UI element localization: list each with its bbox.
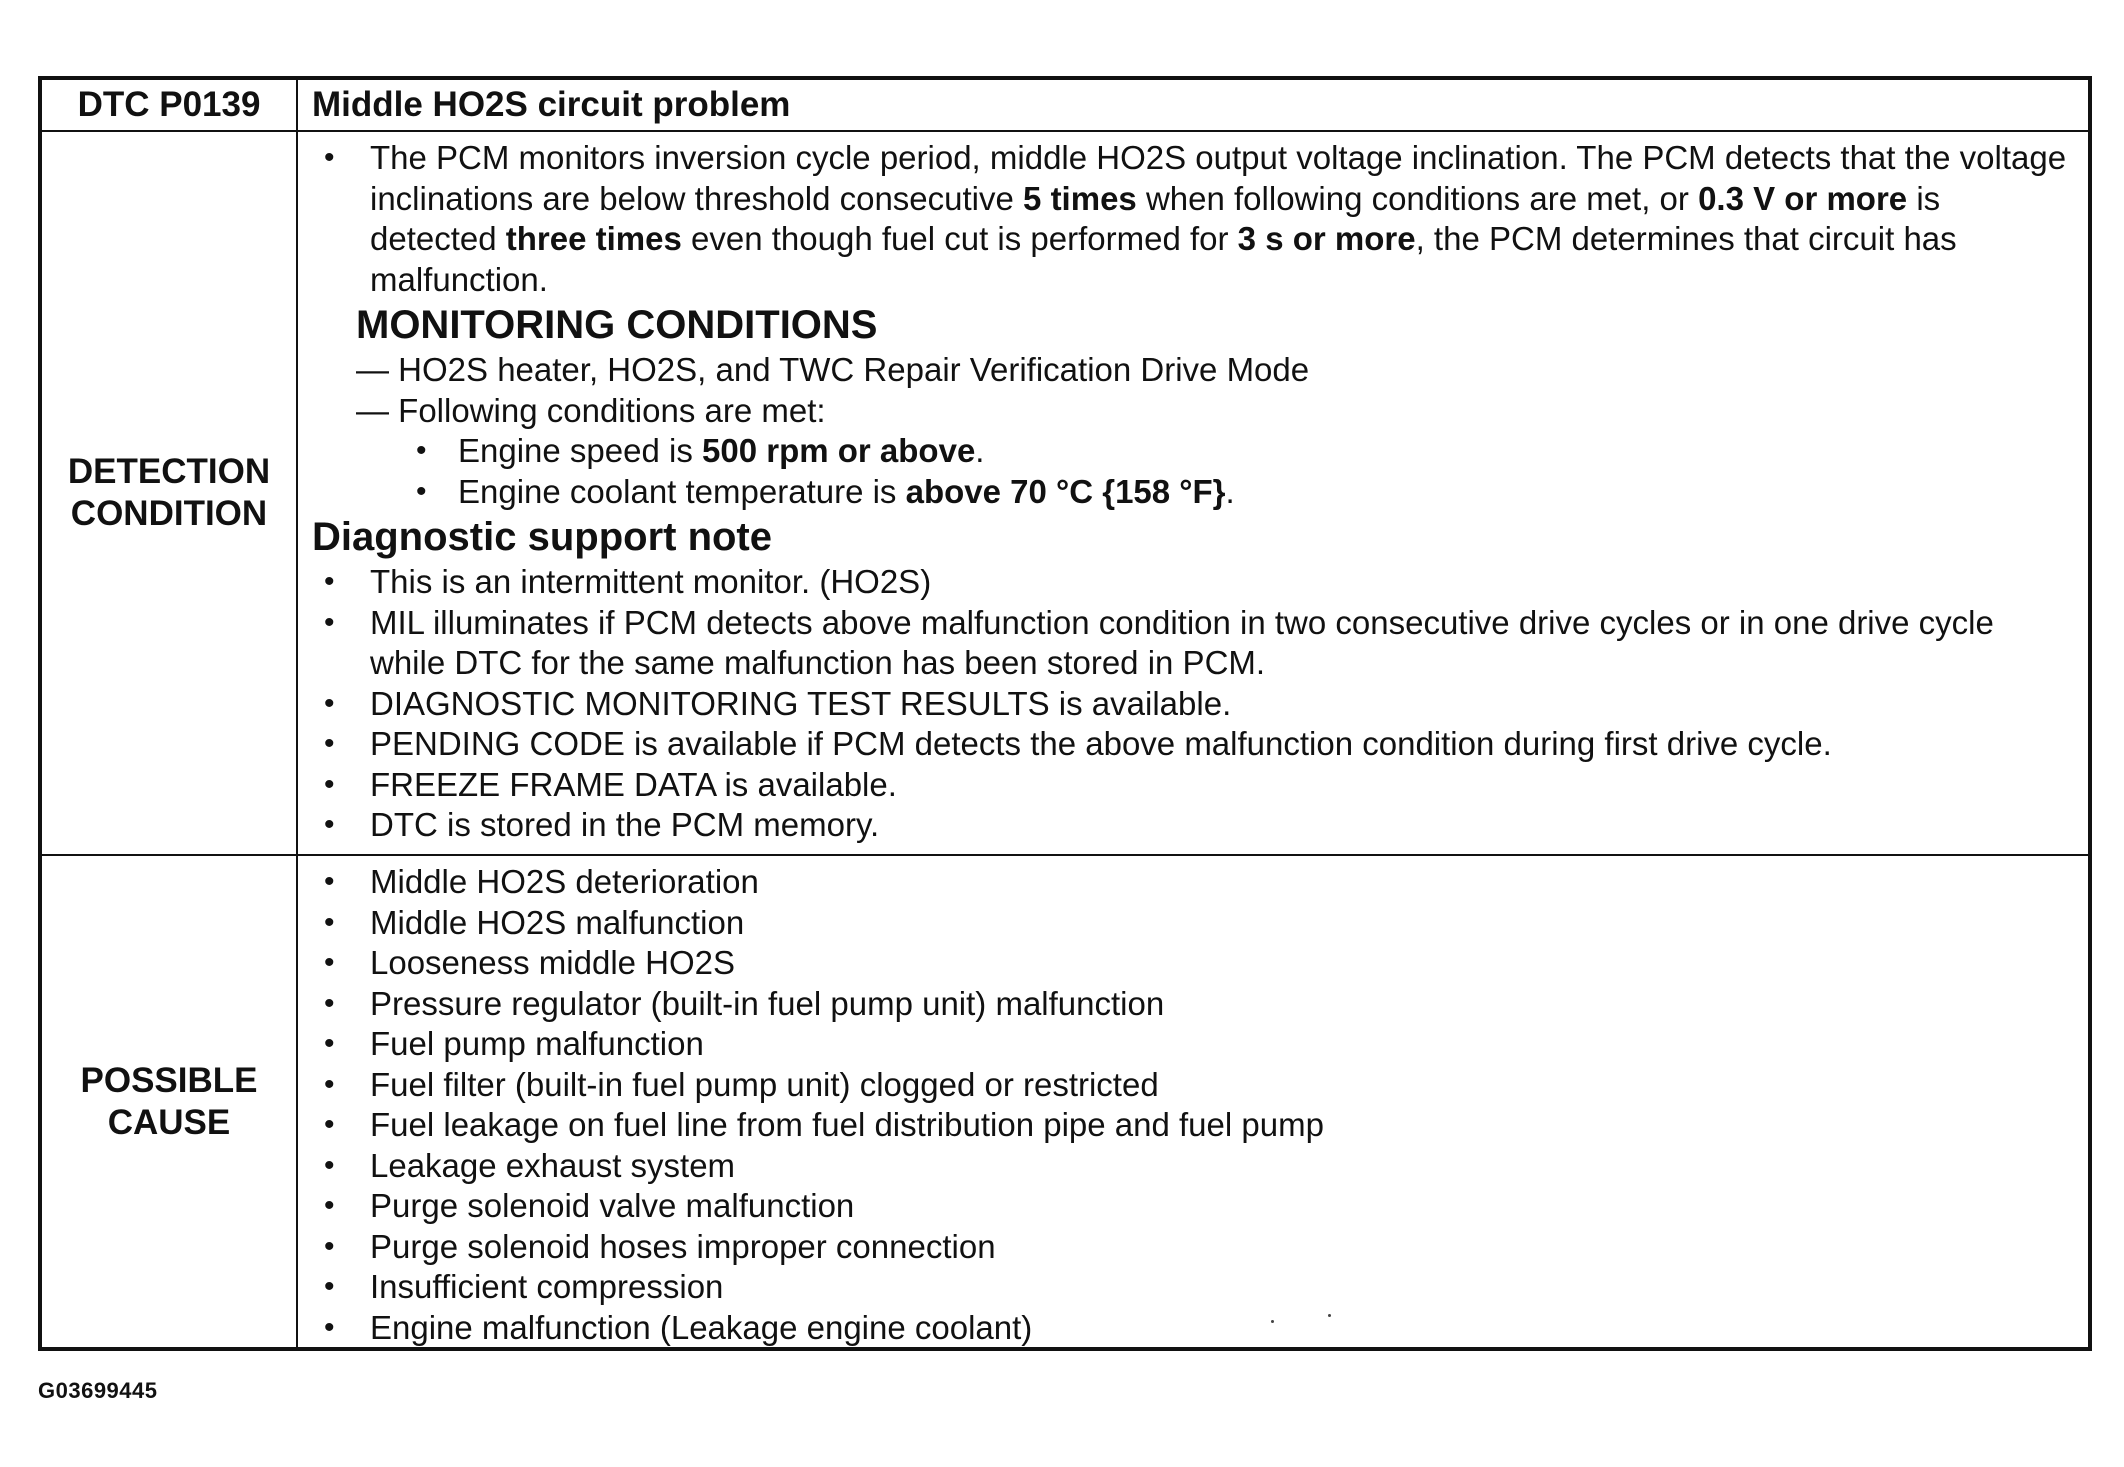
detection-condition-content	[298, 132, 2088, 856]
diagnostic-support-heading: Diagnostic support note	[312, 515, 772, 559]
detection-intro-paragraph	[312, 138, 2074, 300]
sub-item-text: Engine coolant temperature is	[458, 472, 906, 510]
cause-item: • Looseness middle HO2S	[312, 943, 2074, 984]
cause-item: • Middle HO2S malfunction	[312, 903, 2074, 944]
intro-text-1: The PCM monitors inversion cycle period, middle HO2S output voltage inclination. The PCM detects that the voltage inclinations are below threshold consecutive	[370, 139, 2067, 217]
cause-item: • Purge solenoid hoses improper connection	[312, 1227, 2074, 1268]
cause-item: • Engine malfunction (Leakage engine coolant)	[312, 1308, 2074, 1349]
intro-text-3: is detected	[370, 179, 1941, 257]
intro-text-4: even though fuel cut is performed for	[681, 220, 1238, 257]
sub-item-bold: 500 rpm or above	[702, 432, 976, 469]
support-item: • MIL illuminates if PCM detects above malfunction condition in two consecutive drive cycles or in one drive cycle while DTC for the same malfunction has been stored in PCM.	[312, 603, 2074, 684]
cause-item: • Fuel filter (built-in fuel pump unit) clogged or restricted	[312, 1065, 2074, 1106]
scan-speck	[1328, 1314, 1331, 1317]
possible-cause-label: POSSIBLE CAUSE	[42, 856, 298, 1348]
monitoring-conditions-heading: MONITORING CONDITIONS	[356, 303, 878, 347]
sub-item-bold: above 70 °C {158 °F}	[905, 472, 1226, 510]
cause-item: • Purge solenoid valve malfunction	[312, 1186, 2074, 1227]
cause-item: • Leakage exhaust system	[312, 1146, 2074, 1187]
cause-item: • Insufficient compression	[312, 1267, 2074, 1308]
sub-item-text: .	[1225, 472, 1235, 510]
detection-condition-label: DETECTION CONDITION	[42, 132, 298, 856]
diagnostic-support-list	[312, 562, 2074, 846]
detection-intro-list	[312, 138, 2074, 300]
monitoring-sub-item	[412, 431, 2074, 472]
intro-text-5: , the PCM determines that circuit has malfunction.	[370, 220, 1957, 298]
cause-item: • Fuel leakage on fuel line from fuel distribution pipe and fuel pump	[312, 1105, 2074, 1146]
figure-id: G03699445	[38, 1378, 158, 1403]
intro-bold-4: 3 s or more	[1237, 220, 1416, 257]
support-item: • FREEZE FRAME DATA is available.	[312, 765, 2074, 806]
support-item: • This is an intermittent monitor. (HO2S)	[312, 562, 2074, 603]
sub-item-text: .	[975, 432, 985, 469]
intro-text-2: when following conditions are met, or	[1136, 179, 1699, 217]
dtc-code-cell	[42, 80, 298, 132]
sub-item-text: Engine speed is	[458, 432, 703, 469]
dtc-table	[38, 76, 2092, 1351]
dtc-title-cell	[298, 80, 2088, 132]
cause-item: • Fuel pump malfunction	[312, 1024, 2074, 1065]
support-item: • DTC is stored in the PCM memory.	[312, 805, 2074, 846]
monitoring-sub-item	[412, 472, 2074, 513]
support-item: • DIAGNOSTIC MONITORING TEST RESULTS is available.	[312, 684, 2074, 725]
scan-speck	[1271, 1320, 1274, 1323]
intro-bold-1: 5 times	[1023, 179, 1137, 217]
support-item: • PENDING CODE is available if PCM detects the above malfunction condition during first drive cycle.	[312, 724, 2074, 765]
monitoring-sub-list	[312, 431, 2074, 512]
possible-cause-list	[312, 862, 2074, 1348]
cause-item: • Middle HO2S deterioration	[312, 862, 2074, 903]
intro-bold-2: 0.3 V or more	[1698, 179, 1908, 217]
possible-cause-content	[298, 856, 2088, 1348]
dtc-code: DTC P0139	[77, 85, 261, 124]
cause-item: • Pressure regulator (built-in fuel pump unit) malfunction	[312, 984, 2074, 1025]
monitoring-dash-item: — HO2S heater, HO2S, and TWC Repair Verification Drive Mode	[356, 351, 1310, 388]
monitoring-dash-item: — Following conditions are met:	[356, 391, 826, 429]
dtc-title: Middle HO2S circuit problem	[312, 85, 791, 124]
intro-bold-3: three times	[505, 220, 682, 257]
